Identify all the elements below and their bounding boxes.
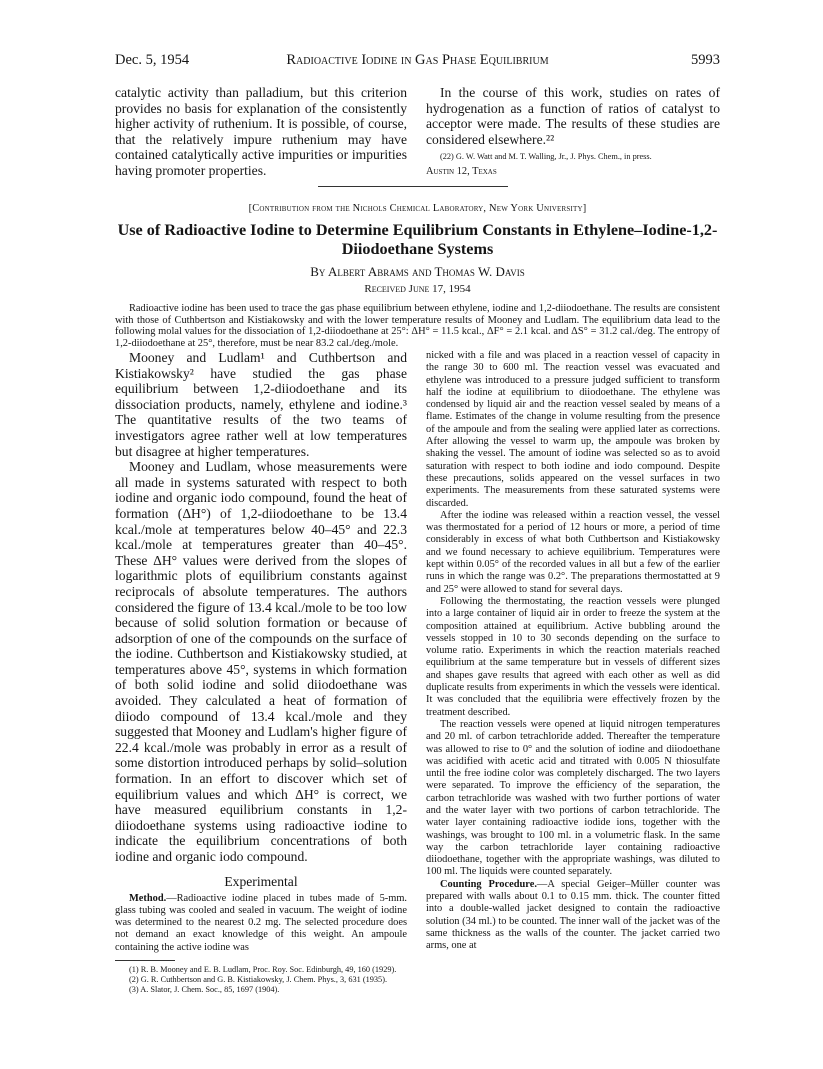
intro-paragraph-1: Mooney and Ludlam¹ and Cuthbertson and Kistiakowsky² have studied the gas phase equilibrium between 1,2-diiodoethane and its dissociation products, namely, ethylene and iodine.³ The quantitative results of the two teams of investigators agree rather well at low temperatures but disagree at higher temperatures. (115, 350, 407, 459)
header-date: Dec. 5, 1954 (115, 52, 190, 68)
footnote-3: (3) A. Slator, J. Chem. Soc., 85, 1697 (1904). (129, 985, 280, 995)
method-subheading: Method. (129, 892, 167, 904)
method-text: —Radioactive iodine placed in tubes made of 5-mm. glass tubing was cooled and sealed in vacuum. The weight of iodine was determined to the nearest 0.2 mg. The selected procedure does not demand an exact knowledge of this weight. An ampoule containing the active iodine was (115, 892, 407, 953)
article-title (112, 221, 723, 259)
main-right-column (426, 350, 720, 953)
received-date: Received June 17, 1954 (364, 283, 471, 295)
article-authors: By Albert Abrams and Thomas W. Davis (310, 264, 525, 279)
footnote-rule (115, 960, 175, 961)
header-page-number: 5993 (691, 52, 720, 68)
top-right-column (426, 85, 720, 178)
procedure-paragraph-3: Following the thermostating, the reaction vessels were plunged into a large container of liquid air in order to freeze the system at the composition attained at equilibrium. Active bubbling around the vessels stopped in 10 to 30 seconds depending on the surface to volume ratio. Experiments in which the reaction materials reached equilibrium at the same temperature but in vessels of different sizes and shapes gave results that agreed with each other as well as did duplicate results from experiments in which the vessels were identical. It was concluded that the equilibria were effectively frozen by the treatment described. (426, 595, 720, 718)
footnote-22: (22) G. W. Watt and M. T. Walling, Jr., J. Phys. Chem., in press. (440, 152, 652, 162)
footnote-1: (1) R. B. Mooney and E. B. Ludlam, Proc. Roy. Soc. Edinburgh, 49, 160 (1929). (129, 965, 397, 975)
running-header (115, 52, 720, 72)
abstract: Radioactive iodine has been used to trace the gas phase equilibrium between ethylene, iodine and 1,2-diiodoethane. The results are consistent with those of Cuthbertson and Kistiakowsky and with the lower temperature results of Mooney and Ludlam. The equilibrium data lead to the following molal values for the dissociation of 1,2-diiodoethane at 25°: ΔH° = 11.5 kcal., ΔF° = 2.1 kcal. and ΔS° = 31.2 cal./deg. The entropy of 1,2-diiodoethane at 25°, therefore, must be near 83.2 cal./deg./mole. (115, 303, 720, 349)
intro-paragraph-2: Mooney and Ludlam, whose measurements were all made in systems saturated with respect to both iodine and organic iodo compound, found the heat of formation (ΔH°) of 1,2-diiodoethane to be 13.4 kcal./mole at temperatures below 40–45° and 22.3 kcal./mole at temperatures greater than 40–45°. These ΔH° values were derived from the slopes of logarithmic plots of equilibrium constants against reciprocals of absolute temperatures. The authors considered the figure of 13.4 kcal./mole to be too low because of solid solution formation or because of adsorption of one of the compounds on the surface of the iodine. Cuthbertson and Kistiakowsky studied, at temperatures above 45°, systems in which formation of both solid iodine and solid diiodoethane was avoided. They calculated a heat of formation of diiodo compound of 13.4 kcal./mole and they suggested that Mooney and Ludlam's higher figure of 22.4 kcal./mole was probably in error as a result of some distortion introduced perhaps by solid–solution formation. In an effort to discover which set of equilibrium values and which ΔH° is correct, we have measured equilibrium constants in 1,2-diiodoethane systems using radioactive iodine to indicate the equilibrium concentrations of both iodine and organic iodo compound. (115, 459, 407, 864)
procedure-paragraph-4: The reaction vessels were opened at liquid nitrogen temperatures and 20 ml. of carbon tetrachloride added. Thereafter the temperature was allowed to rise to 0° and the solution of iodine and diiodoethane was acidified with acetic acid and titrated with 0.005 N thiosulfate until the free iodine color was completely discharged. The two layers were separated. To improve the efficiency of the separation, the carbon tetrachloride was washed with two further portions of water and the water layer with two portions of carbon tetrachloride. The water layer containing radioactive iodide ions, together with the washings, was brought to 100 ml. in a volumetric flask. In the same way the carbon tetrachloride layer containing radioactive diiodoethane, together with the appropriate washings, was diluted to 100 ml. The liquids were counted separately. (426, 718, 720, 878)
top-right-paragraph: In the course of this work, studies on rates of hydrogenation as a function of ratios of catalyst to acceptor were made. The results of these studies are considered elsewhere.²² (426, 85, 720, 147)
section-divider (318, 186, 508, 187)
experimental-heading: Experimental (224, 873, 298, 889)
location: Austin 12, Texas (426, 165, 497, 177)
counting-subheading: Counting Procedure. (440, 878, 537, 890)
contribution-line: [Contribution from the Nichols Chemical Laboratory, New York University] (248, 203, 587, 214)
article-title-line-2: Diiodoethane Systems (341, 240, 494, 258)
footnote-2: (2) G. R. Cuthbertson and G. B. Kistiakowsky, J. Chem. Phys., 3, 631 (1935). (129, 975, 388, 985)
procedure-paragraph-1: nicked with a file and was placed in a reaction vessel of capacity in the range 30 to 600 ml. The reaction vessel was evacuated and ethylene was introduced to a pressure judged sufficient to transform half the iodine at equilibrium to diiodoethane. The ethylene was condensed by liquid air and the reaction vessel sealed by means of a flame. Estimates of the change in volume resulting from the presence of the ampoule and from the sealing were applied later as corrections. After allowing the vessel to warm up, the ampoule was broken by shaking the vessel. The amount of iodine was selected so as to avoid saturation with respect to both iodine and iodo compound. Despite these precautions, solids appeared on the vessel surfaces in two experiments. The measurements from these saturated systems were discarded. (426, 350, 720, 509)
method-paragraph (115, 893, 407, 954)
top-left-column (115, 85, 407, 179)
main-left-column (115, 350, 407, 996)
article-title-line-1: Use of Radioactive Iodine to Determine Equilibrium Constants in Ethylene–Iodine-1,2- (117, 221, 718, 239)
procedure-paragraph-2: After the iodine was released within a reaction vessel, the vessel was thermostated for a period of 12 hours or more, a period of time considerably in excess of what both Cuthbertson and Kistiakowsky and we found necessary to achieve equilibrium. Temperatures were kept within 0.05° of the recorded values in all but a few of the earlier runs in which the range was 0.2°. The preparations thermostatted at 9 and 25° were allowed to stand for several days. (426, 509, 720, 595)
top-left-paragraph: catalytic activity than palladium, but this criterion provides no basis for explanation of the consistently higher activity of ruthenium. It is possible, of course, that the relatively impure ruthenium may have contained catalytically active impurities or impurities having promoter properties. (115, 85, 407, 178)
header-running-title: Radioactive Iodine in Gas Phase Equilibrium (286, 52, 549, 68)
counting-text: —A special Geiger–Müller counter was prepared with walls about 0.1 to 0.15 mm. thick. The counter fitted into a double-walled jacket designed to contain the radioactive solution (34 ml.) to be counted. The inner wall of the jacket was of the same thickness as the walls of the counter. The jacket carried two arms, one at (426, 878, 720, 952)
counting-paragraph (426, 879, 720, 953)
